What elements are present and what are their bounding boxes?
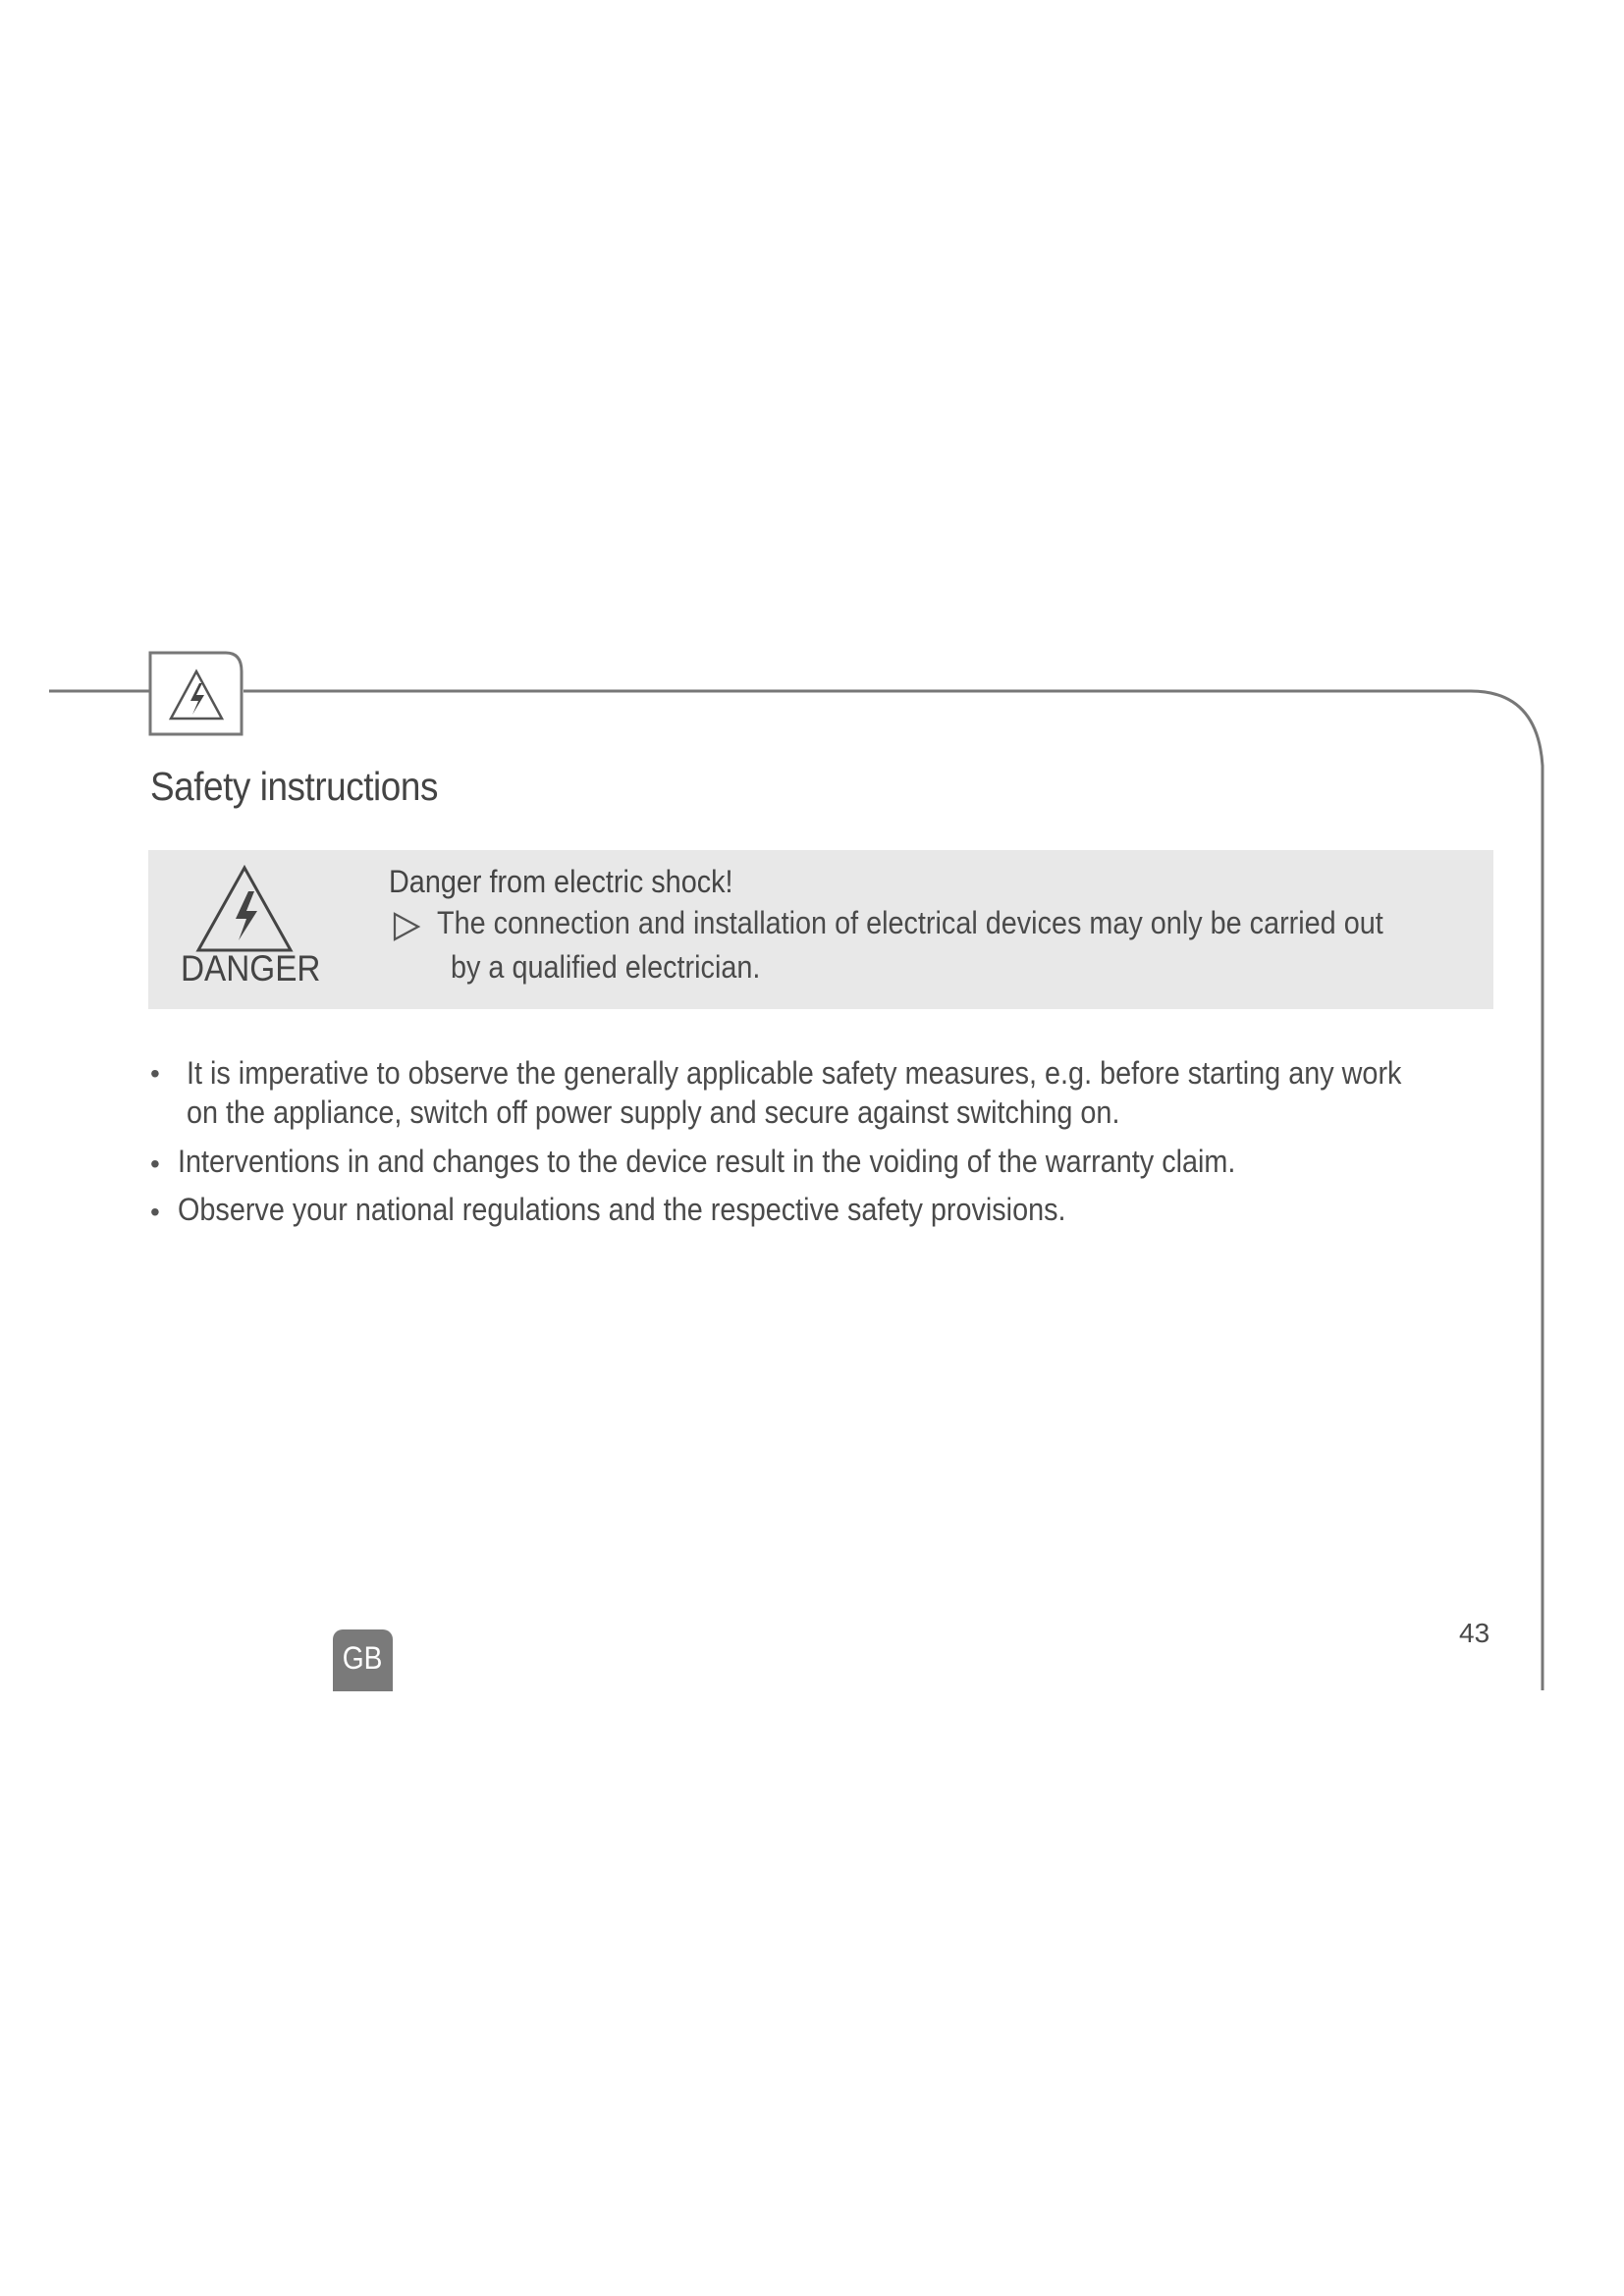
bullet-item-1-line-1: It is imperative to observe the generally applicable safety measures, e.g. before starting any work bbox=[187, 1055, 1402, 1091]
danger-warning-icon bbox=[192, 862, 297, 956]
language-badge-label: GB bbox=[343, 1640, 383, 1676]
danger-heading: Danger from electric shock! bbox=[389, 864, 733, 899]
header-rule bbox=[49, 691, 1543, 1690]
bullet-dot: • bbox=[150, 1197, 160, 1227]
page-number: 43 bbox=[1459, 1618, 1490, 1648]
electric-hazard-icon bbox=[147, 650, 245, 738]
bullet-dot: • bbox=[150, 1148, 160, 1179]
danger-label: DANGER bbox=[181, 948, 321, 988]
danger-instruction-line-2: by a qualified electrician. bbox=[451, 949, 761, 985]
section-title: Safety instructions bbox=[150, 764, 438, 809]
danger-instruction-line-1: The connection and installation of electrical devices may only be carried out bbox=[437, 905, 1383, 940]
language-badge bbox=[333, 1629, 393, 1691]
bullet-dot: • bbox=[150, 1058, 160, 1089]
arrow-right-outline-icon bbox=[392, 911, 421, 942]
bullet-item-2: Interventions in and changes to the device result in the voiding of the warranty claim. bbox=[178, 1144, 1236, 1179]
bullet-item-1-line-2: on the appliance, switch off power supply and secure against switching on. bbox=[187, 1095, 1120, 1130]
bullet-item-3: Observe your national regulations and the respective safety provisions. bbox=[178, 1192, 1066, 1227]
